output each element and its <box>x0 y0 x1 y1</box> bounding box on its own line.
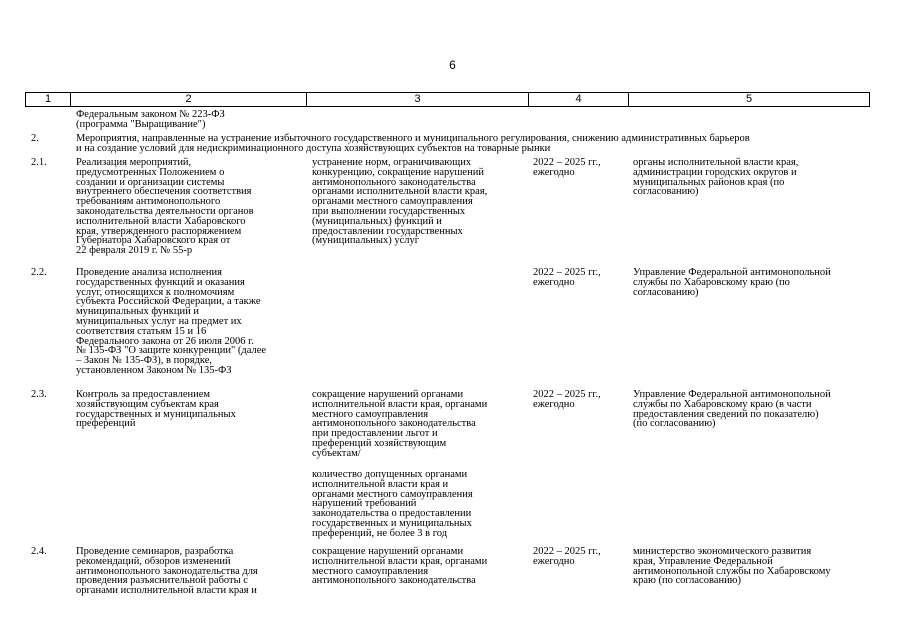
measure-text: Проведение анализа исполнения государственных функций и оказания услуг, относящихся к полномочиям субъекта Российской Федерации, а также муниципальных функций и муниципальных услуг на предмет их соответствия статьям 15 и 16 Федерального закона от 26 июля 2006 г. № 135-ФЗ "О защите конкуренции" (далее – Закон № 135-ФЗ), в порядке, установленном Законом № 135-ФЗ <box>76 267 267 376</box>
responsible-text: Управление Федеральной антимонопольной службы по Хабаровскому краю (по согласованию) <box>633 267 831 298</box>
section-title: Мероприятия, направленные на устранение избыточного государственного и муниципального регулирования, снижению административных барьеров и на создание условий для недискриминационного доступа хозяйствующих субъектов на товарные рынки <box>76 133 750 154</box>
responsible-text: министерство экономического развития края, Управление Федеральной антимонопольной службы по Хабаровскому краю (по согласованию) <box>633 546 831 587</box>
continuation-text: Федеральным законом № 223-ФЗ (программа "Выращивание") <box>76 109 225 130</box>
indicator-text: количество допущенных органами исполнительной власти края и органами местного самоуправления нарушений требований законодательства о предоставлении государственных и муниципальных преференций, не более 3 в год <box>312 469 473 539</box>
deadline-text: 2022 – 2025 гг., ежегодно <box>533 267 601 288</box>
row-number: 2.2. <box>31 267 47 278</box>
column-header: 2 <box>71 93 307 106</box>
column-header: 1 <box>26 93 71 106</box>
column-header: 5 <box>745 93 753 105</box>
column-header: 4 <box>529 93 629 106</box>
row-number: 2.4. <box>31 546 47 557</box>
deadline-text: 2022 – 2025 гг., ежегодно <box>533 389 601 410</box>
section-number: 2. <box>31 133 39 144</box>
table-header <box>25 92 870 107</box>
row-number: 2.3. <box>31 389 47 400</box>
deadline-text: 2022 – 2025 гг., ежегодно <box>533 546 601 567</box>
responsible-text: органы исполнительной власти края, администрации городских округов и муниципальных районов края (по согласованию) <box>633 157 799 198</box>
deadline-text: 2022 – 2025 гг., ежегодно <box>533 157 601 178</box>
measure-text: Проведение семинаров, разработка рекомендаций, обзоров изменений антимонопольного законодательства для проведения разъяснительной работы с органами исполнительной власти края и <box>76 546 258 597</box>
responsible-text: Управление Федеральной антимонопольной службы по Хабаровскому краю (в части предоставления сведений по показателю) (по согласованию) <box>633 389 831 430</box>
expected-result-text: сокращение нарушений органами исполнительной власти края, органами местного самоуправления антимонопольного законодательства <box>312 546 488 587</box>
measure-text: Контроль за предоставлением хозяйствующим субъектам края государственных и муниципальных преференций <box>76 389 236 430</box>
expected-result-text: сокращение нарушений органами исполнительной власти края, органами местного самоуправления антимонопольного законодательства при предоставлении льгот и преференций хозяйствующим субъектам/ <box>312 389 488 459</box>
measure-text: Реализация мероприятий, предусмотренных Положением о создании и организации системы внутреннего обеспечения соответствия требованиям антимонопольного законодательства деятельности органов исполнительной власти Хабаровского края, утвержденного распоряжением Губернатора Хабаровского края от 22 февраля 2019 г. № 55-р <box>76 157 254 257</box>
row-number: 2.1. <box>31 157 47 168</box>
column-header: 3 <box>307 93 529 106</box>
page-number: 6 <box>449 58 456 72</box>
expected-result-text: устранение норм, ограничивающих конкуренцию, сокращение нарушений антимонопольного законодательства органами исполнительной власти края, органами местного самоуправления при выполнении государственных (муниципальных) функций и предоставлении государственных (муниципальных) услуг <box>312 157 488 247</box>
